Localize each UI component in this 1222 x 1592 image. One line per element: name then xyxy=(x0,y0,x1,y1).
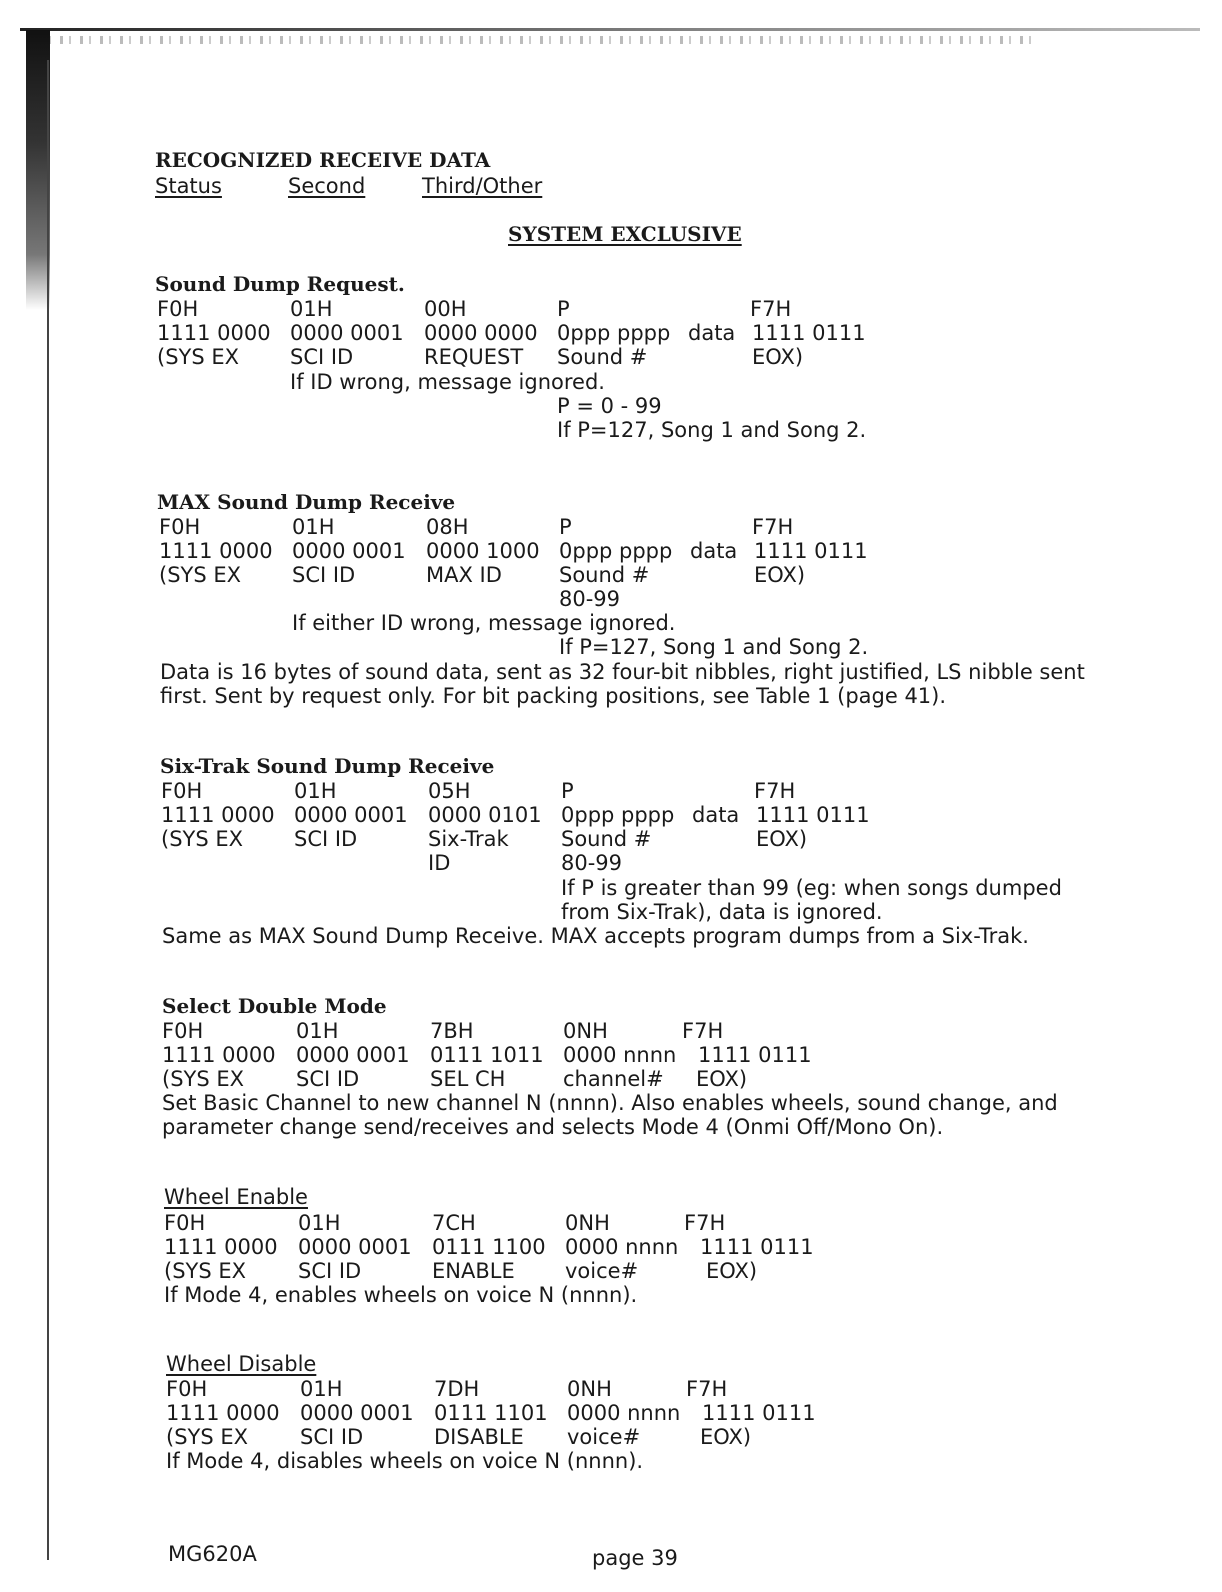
table-cell: 00H xyxy=(424,297,467,321)
table-cell: 0000 nnnn xyxy=(565,1235,679,1259)
table-cell: 0ppp pppp xyxy=(561,803,675,827)
description: If Mode 4, disables wheels on voice N (nnnn). xyxy=(166,1449,644,1473)
table-cell: 7DH xyxy=(434,1377,480,1401)
description: If Mode 4, enables wheels on voice N (nnnn). xyxy=(164,1283,638,1307)
description: first. Sent by request only. For bit packing positions, see Table 1 (page 41). xyxy=(160,684,947,708)
scan-noise-top xyxy=(40,36,1040,44)
note: from Six-Trak), data is ignored. xyxy=(561,900,883,924)
note: If P is greater than 99 (eg: when songs dumped xyxy=(561,876,1062,900)
table-cell: 0000 0001 xyxy=(296,1043,410,1067)
table-cell: SCI ID xyxy=(294,827,358,851)
table-cell: Sound # xyxy=(557,345,648,369)
scan-edge-top xyxy=(20,28,1200,31)
note: If P=127, Song 1 and Song 2. xyxy=(557,418,867,442)
table-cell: 1111 0000 xyxy=(161,803,275,827)
table-cell: 0000 0001 xyxy=(300,1401,414,1425)
table-cell: 1111 0000 xyxy=(162,1043,276,1067)
table-cell: EOX) xyxy=(700,1425,752,1449)
note: If P=127, Song 1 and Song 2. xyxy=(559,635,869,659)
table-cell: ENABLE xyxy=(432,1259,515,1283)
description: parameter change send/receives and selects Mode 4 (Onmi Off/Mono On). xyxy=(162,1115,944,1139)
column-header-status: Status xyxy=(155,174,222,198)
table-cell: F0H xyxy=(164,1211,206,1235)
page-title: RECOGNIZED RECEIVE DATA xyxy=(155,148,491,172)
table-cell: (SYS EX xyxy=(159,563,242,587)
table-cell: P xyxy=(557,297,570,321)
table-cell: SEL CH xyxy=(430,1067,506,1091)
table-cell: F7H xyxy=(684,1211,726,1235)
table-cell: voice# xyxy=(567,1425,641,1449)
table-cell: 1111 0111 xyxy=(700,1235,814,1259)
table-cell: 1111 0111 xyxy=(756,803,870,827)
table-cell: 7CH xyxy=(432,1211,476,1235)
table-cell: F7H xyxy=(686,1377,728,1401)
table-cell: F7H xyxy=(752,515,794,539)
scan-margin-line xyxy=(47,60,49,1560)
table-cell: (SYS EX xyxy=(164,1259,247,1283)
table-cell: P xyxy=(561,779,574,803)
table-cell: F0H xyxy=(162,1019,204,1043)
table-cell: F0H xyxy=(161,779,203,803)
table-cell: F0H xyxy=(157,297,199,321)
description: Same as MAX Sound Dump Receive. MAX accepts program dumps from a Six-Trak. xyxy=(162,924,1029,948)
table-cell: 08H xyxy=(426,515,469,539)
table-cell: channel# xyxy=(563,1067,664,1091)
table-cell: 0ppp pppp xyxy=(559,539,673,563)
table-cell: data xyxy=(690,539,738,563)
range: 80-99 xyxy=(559,587,621,611)
table-cell: 1111 0000 xyxy=(164,1235,278,1259)
table-cell: Sound # xyxy=(559,563,650,587)
table-cell: 0000 0001 xyxy=(298,1235,412,1259)
table-cell: 0000 nnnn xyxy=(563,1043,677,1067)
table-cell: DISABLE xyxy=(434,1425,524,1449)
table-cell: (SYS EX xyxy=(157,345,240,369)
table-cell: ID xyxy=(428,851,451,875)
table-cell: 1111 0111 xyxy=(752,321,866,345)
table-cell: Six-Trak xyxy=(428,827,509,851)
note: P = 0 - 99 xyxy=(557,394,662,418)
table-cell: F0H xyxy=(159,515,201,539)
table-cell: 0ppp pppp xyxy=(557,321,671,345)
table-cell: Sound # xyxy=(561,827,652,851)
table-cell: 7BH xyxy=(430,1019,474,1043)
table-cell: 1111 0000 xyxy=(157,321,271,345)
table-cell: 0000 0001 xyxy=(292,539,406,563)
note: If either ID wrong, message ignored. xyxy=(292,611,676,635)
table-cell: 0000 0101 xyxy=(428,803,542,827)
table-cell: 1111 0000 xyxy=(159,539,273,563)
table-cell: 01H xyxy=(300,1377,343,1401)
table-cell: 0000 1000 xyxy=(426,539,540,563)
table-cell: 1111 0111 xyxy=(698,1043,812,1067)
wheel-enable-title: Wheel Enable xyxy=(164,1185,308,1209)
table-cell: 1111 0111 xyxy=(754,539,868,563)
table-cell: EOX) xyxy=(752,345,804,369)
max-sound-dump-receive-title: MAX Sound Dump Receive xyxy=(157,490,456,514)
table-cell: 01H xyxy=(292,515,335,539)
table-cell: EOX) xyxy=(696,1067,748,1091)
range: 80-99 xyxy=(561,851,623,875)
table-cell: SCI ID xyxy=(292,563,356,587)
table-cell: (SYS EX xyxy=(166,1425,249,1449)
note: If ID wrong, message ignored. xyxy=(290,370,605,394)
table-cell: (SYS EX xyxy=(162,1067,245,1091)
table-cell: 01H xyxy=(298,1211,341,1235)
table-cell: 0NH xyxy=(567,1377,612,1401)
table-cell: 0NH xyxy=(565,1211,610,1235)
table-cell: F0H xyxy=(166,1377,208,1401)
table-cell: 01H xyxy=(290,297,333,321)
sound-dump-request-title: Sound Dump Request. xyxy=(155,272,405,296)
table-cell: 0000 0000 xyxy=(424,321,538,345)
table-cell: 0000 0001 xyxy=(290,321,404,345)
table-cell: 0NH xyxy=(563,1019,608,1043)
table-cell: 1111 0000 xyxy=(166,1401,280,1425)
section-title: SYSTEM EXCLUSIVE xyxy=(508,222,742,246)
table-cell: EOX) xyxy=(706,1259,758,1283)
table-cell: F7H xyxy=(754,779,796,803)
table-cell: EOX) xyxy=(756,827,808,851)
table-cell: 0111 1011 xyxy=(430,1043,544,1067)
table-cell: SCI ID xyxy=(296,1067,360,1091)
table-cell: 0000 0001 xyxy=(294,803,408,827)
table-cell: 0111 1101 xyxy=(434,1401,548,1425)
table-cell: 0000 nnnn xyxy=(567,1401,681,1425)
column-header-second: Second xyxy=(288,174,366,198)
table-cell: SCI ID xyxy=(290,345,354,369)
page-number: page 39 xyxy=(592,1546,678,1570)
table-cell: SCI ID xyxy=(300,1425,364,1449)
table-cell: 01H xyxy=(296,1019,339,1043)
six-trak-sound-dump-receive-title: Six-Trak Sound Dump Receive xyxy=(160,754,495,778)
table-cell: F7H xyxy=(750,297,792,321)
table-cell: REQUEST xyxy=(424,345,524,369)
description: Data is 16 bytes of sound data, sent as 32 four-bit nibbles, right justified, LS nibble sent xyxy=(160,660,1085,684)
table-cell: F7H xyxy=(682,1019,724,1043)
table-cell: data xyxy=(688,321,736,345)
table-cell: 05H xyxy=(428,779,471,803)
wheel-disable-title: Wheel Disable xyxy=(166,1352,317,1376)
select-double-mode-title: Select Double Mode xyxy=(162,994,387,1018)
table-cell: (SYS EX xyxy=(161,827,244,851)
table-cell: SCI ID xyxy=(298,1259,362,1283)
table-cell: P xyxy=(559,515,572,539)
description: Set Basic Channel to new channel N (nnnn). Also enables wheels, sound change, and xyxy=(162,1091,1058,1115)
table-cell: 01H xyxy=(294,779,337,803)
doc-id: MG620A xyxy=(168,1542,257,1566)
column-header-third: Third/Other xyxy=(422,174,543,198)
table-cell: EOX) xyxy=(754,563,806,587)
table-cell: 1111 0111 xyxy=(702,1401,816,1425)
table-cell: voice# xyxy=(565,1259,639,1283)
table-cell: 0111 1100 xyxy=(432,1235,546,1259)
table-cell: data xyxy=(692,803,740,827)
table-cell: MAX ID xyxy=(426,563,502,587)
